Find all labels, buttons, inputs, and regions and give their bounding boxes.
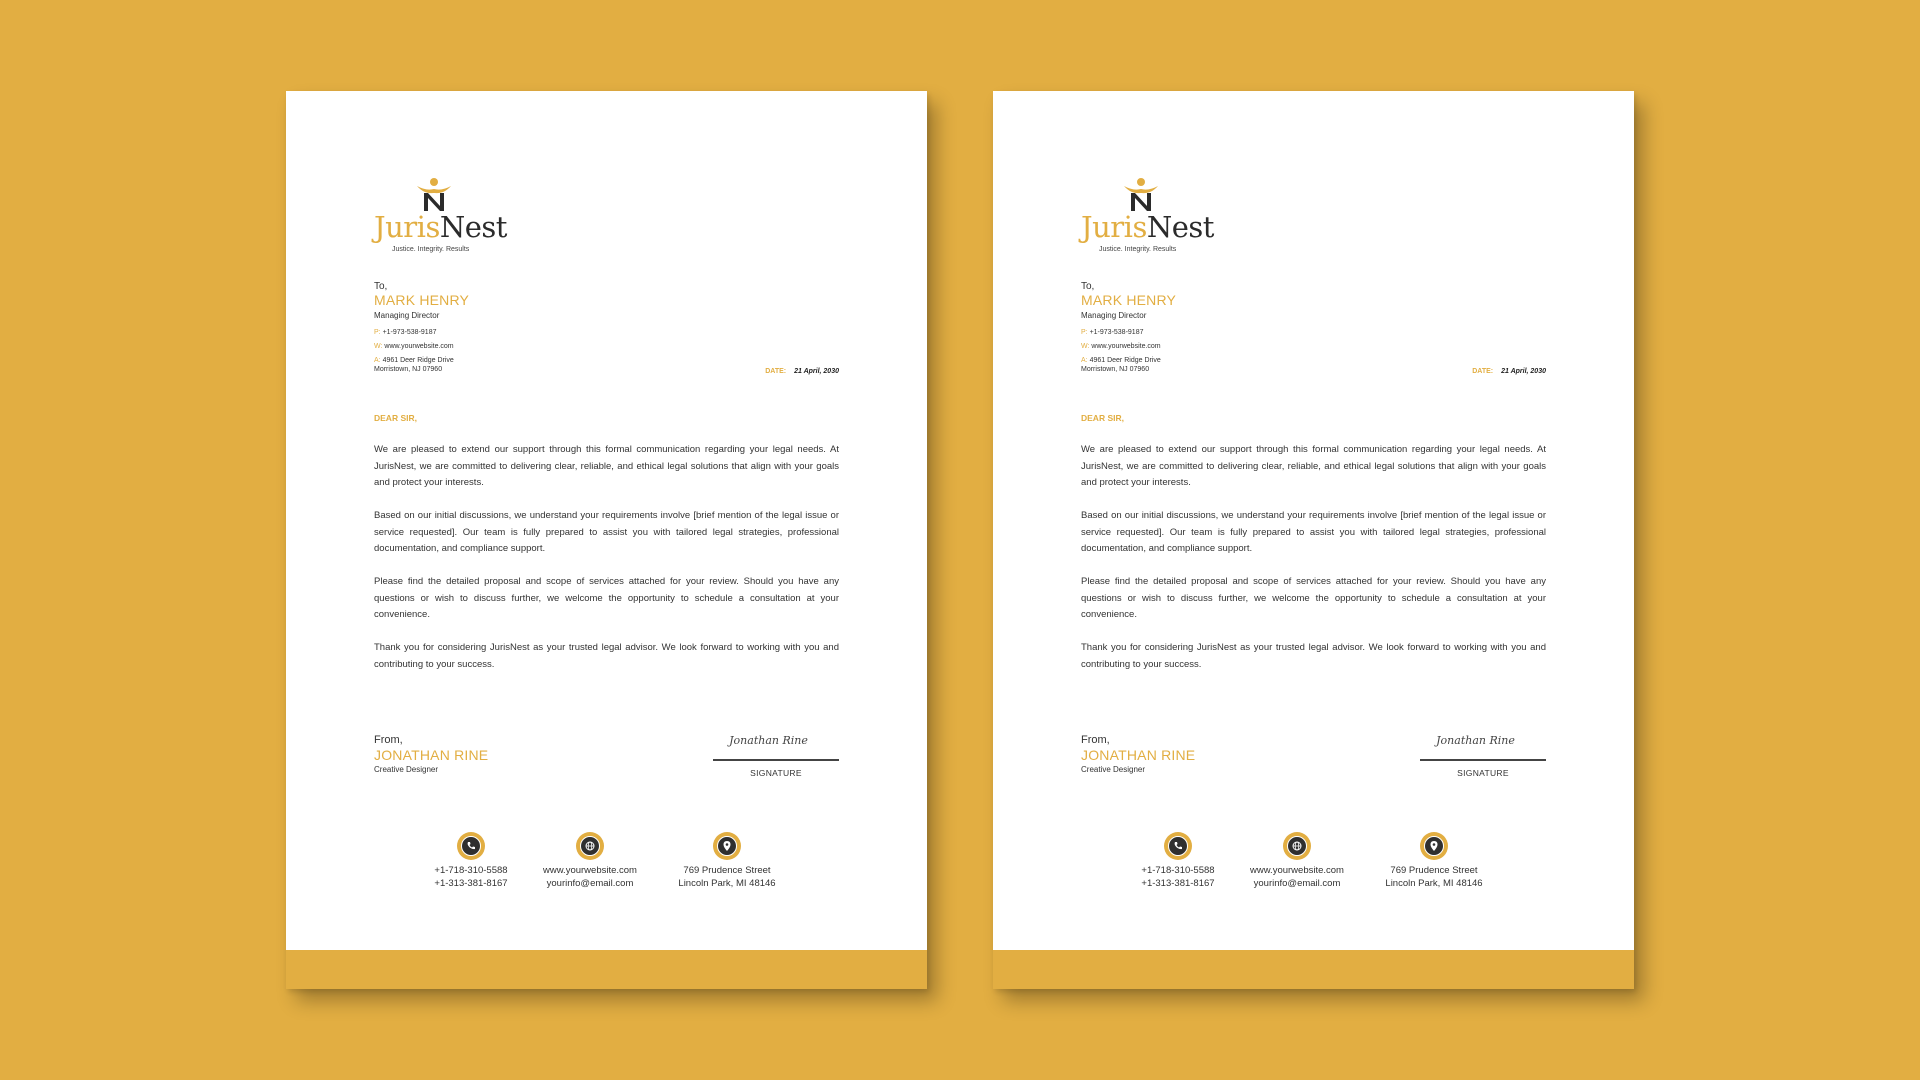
footer-address: 769 Prudence Street Lincoln Park, MI 48146 (1385, 865, 1483, 889)
brand-tagline: Justice. Integrity. Results (392, 246, 470, 253)
sender-name: JONATHAN RINE (374, 747, 489, 763)
recipient-title: Managing Director (374, 311, 440, 320)
brand-wordmark: JurisNest (1081, 210, 1214, 244)
body-paragraph-1: We are pleased to extend our support through this formal communication regarding your legal needs. At JurisNest, we are committed to delivering clear, reliable, and ethical legal solutions that align with your goals and protect your interests. (1081, 444, 1546, 488)
footer-web-email: www.yourwebsite.com yourinfo@email.com (543, 865, 637, 889)
footer-band (286, 950, 927, 989)
globe-icon (576, 832, 604, 860)
signature-script: Jonathan Rine (729, 734, 808, 747)
signature-label: SIGNATURE (750, 768, 802, 778)
location-pin-icon (1420, 832, 1448, 860)
body-paragraph-1: We are pleased to extend our support through this formal communication regarding your legal needs. At JurisNest, we are committed to delivering clear, reliable, and ethical legal solutions that align with your goals and protect your interests. (374, 444, 839, 488)
body-paragraph-3: Please find the detailed proposal and scope of services attached for your review. Should you have any questions or wish to discuss further, we welcome the opportunity to schedule a consultation at your convenience. (374, 576, 839, 620)
globe-icon (1283, 832, 1311, 860)
recipient-address: A: 4961 Deer Ridge Drive (1081, 357, 1161, 364)
recipient-title: Managing Director (1081, 311, 1147, 320)
recipient-address-line2: Morristown, NJ 07960 (374, 366, 443, 373)
signature-line (713, 759, 839, 761)
footer-phones: +1-718-310-5588 +1-313-381-8167 (1141, 865, 1215, 889)
recipient-address-line2: Morristown, NJ 07960 (1081, 366, 1150, 373)
phone-icon (457, 832, 485, 860)
footer-web-email: www.yourwebsite.com yourinfo@email.com (1250, 865, 1344, 889)
letter-date: DATE: 21 April, 2030 (1472, 368, 1546, 375)
salutation: DEAR SIR, (1081, 413, 1124, 423)
sender-title: Creative Designer (1081, 765, 1146, 774)
footer-phones: +1-718-310-5588 +1-313-381-8167 (434, 865, 508, 889)
recipient-phone: P: +1-973-538-9187 (374, 329, 437, 336)
letter-date: DATE: 21 April, 2030 (765, 368, 839, 375)
from-label: From, (1081, 734, 1110, 746)
signature-script: Jonathan Rine (1436, 734, 1515, 747)
recipient-name: MARK HENRY (374, 292, 470, 308)
body-paragraph-4: Thank you for considering JurisNest as your trusted legal advisor. We look forward to working with you and contributing to your success. (1081, 642, 1546, 670)
letterhead-sheet-right (993, 91, 1634, 989)
recipient-name: MARK HENRY (1081, 292, 1177, 308)
brand-wordmark: JurisNest (374, 210, 507, 244)
sender-name: JONATHAN RINE (1081, 747, 1196, 763)
signature-line (1420, 759, 1546, 761)
recipient-phone: P: +1-973-538-9187 (1081, 329, 1144, 336)
from-label: From, (374, 734, 403, 746)
brand-logo (374, 177, 507, 257)
body-paragraph-2: Based on our initial discussions, we understand your requirements involve [brief mention of the legal issue or service requested]. Our team is fully prepared to assist you with tailored legal strategies, professional documentation, and compliance support. (374, 510, 839, 554)
to-label: To, (1081, 281, 1095, 292)
phone-icon (1164, 832, 1192, 860)
body-paragraph-3: Please find the detailed proposal and scope of services attached for your review. Should you have any questions or wish to discuss further, we welcome the opportunity to schedule a consultation at your convenience. (1081, 576, 1546, 620)
logo-mark-icon (1121, 177, 1161, 213)
signature-label: SIGNATURE (1457, 768, 1509, 778)
salutation: DEAR SIR, (374, 413, 417, 423)
logo-mark-icon (414, 177, 454, 213)
brand-logo (1081, 177, 1214, 257)
recipient-address: A: 4961 Deer Ridge Drive (374, 357, 454, 364)
sender-title: Creative Designer (374, 765, 439, 774)
location-pin-icon (713, 832, 741, 860)
letterhead-sheet-left (286, 91, 927, 989)
body-paragraph-4: Thank you for considering JurisNest as your trusted legal advisor. We look forward to working with you and contributing to your success. (374, 642, 839, 670)
recipient-website: W: www.yourwebsite.com (1081, 343, 1161, 350)
footer-band (993, 950, 1634, 989)
to-label: To, (374, 281, 388, 292)
footer-address: 769 Prudence Street Lincoln Park, MI 48146 (678, 865, 776, 889)
recipient-website: W: www.yourwebsite.com (374, 343, 454, 350)
brand-tagline: Justice. Integrity. Results (1099, 246, 1177, 253)
body-paragraph-2: Based on our initial discussions, we understand your requirements involve [brief mention of the legal issue or service requested]. Our team is fully prepared to assist you with tailored legal strategies, professional documentation, and compliance support. (1081, 510, 1546, 554)
